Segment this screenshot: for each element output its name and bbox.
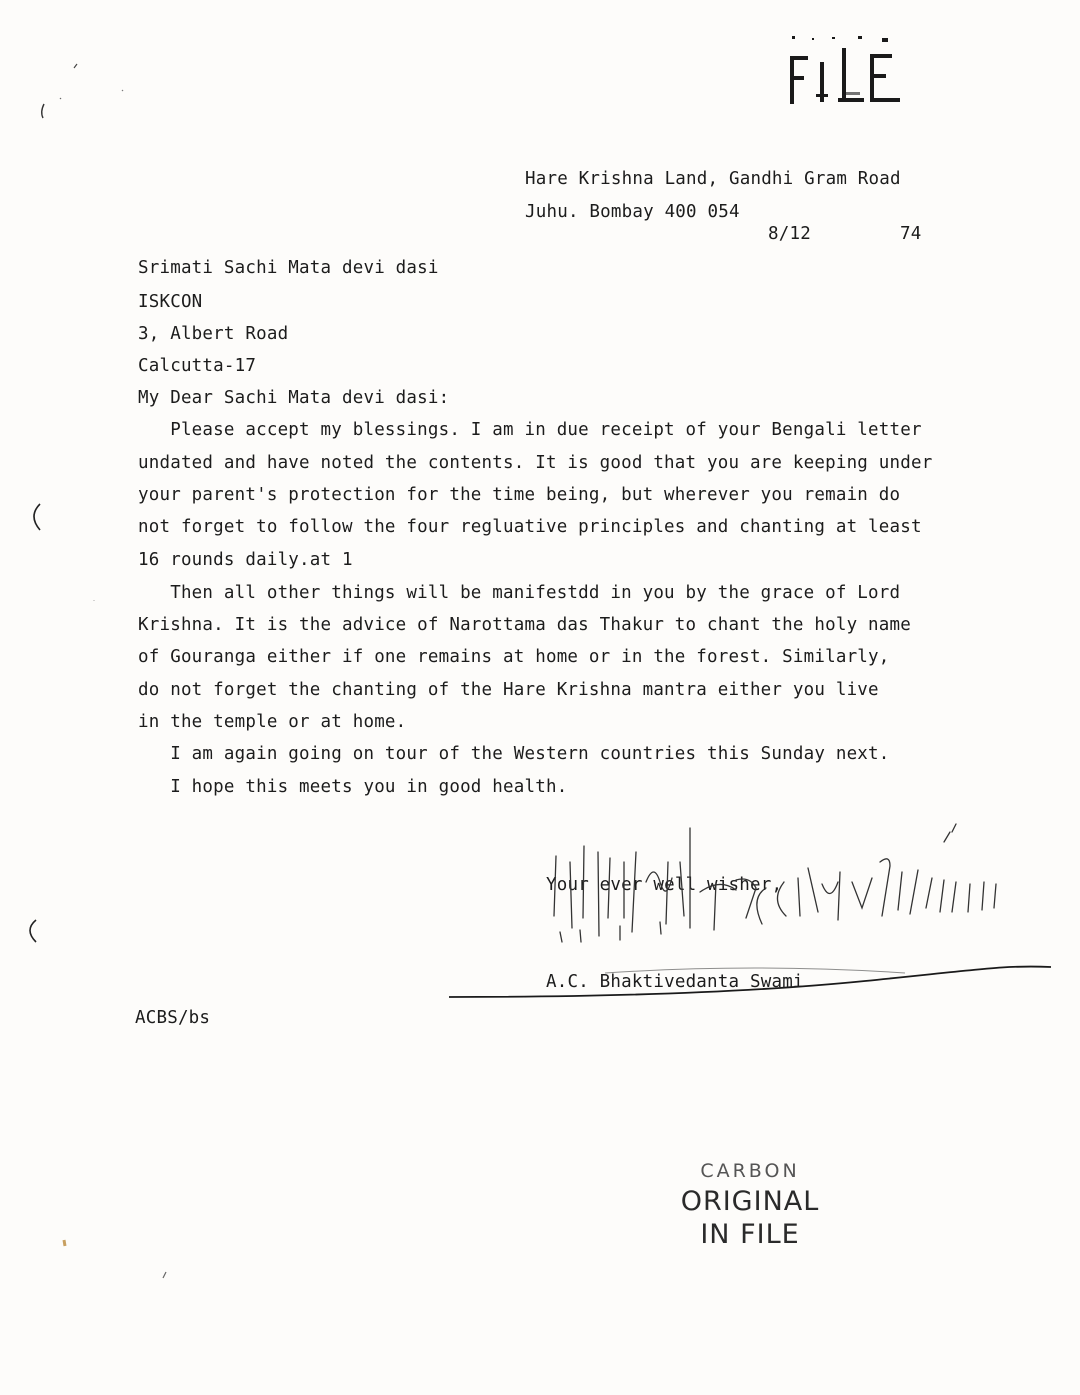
date-year: 74 bbox=[900, 224, 922, 244]
salutation: My Dear Sachi Mata devi dasi: bbox=[138, 388, 450, 408]
file-stamp bbox=[782, 34, 906, 108]
body-line: do not forget the chanting of the Hare Krishna mantra either you live bbox=[138, 680, 879, 700]
carbon-stamp-line-1: CARBON bbox=[700, 1160, 800, 1182]
carbon-stamp-line-3: IN FILE bbox=[700, 1219, 800, 1250]
body-line: of Gouranga either if one remains at home or in the forest. Similarly, bbox=[138, 647, 890, 667]
body-line: 16 rounds daily.at 1 bbox=[138, 550, 353, 570]
addressee-name: Srimati Sachi Mata devi dasi bbox=[138, 258, 439, 278]
carbon-stamp-line-2: ORIGINAL bbox=[680, 1186, 820, 1217]
letterhead-line-1: Hare Krishna Land, Gandhi Gram Road bbox=[525, 169, 901, 189]
body-line: Krishna. It is the advice of Narottama das Thakur to chant the holy name bbox=[138, 615, 911, 635]
addressee-city: Calcutta-17 bbox=[138, 356, 257, 376]
body-line: not forget to follow the four regluative principles and chanting at least bbox=[138, 517, 922, 537]
body-line: I hope this meets you in good health. bbox=[138, 777, 568, 797]
typist-initials: ACBS/bs bbox=[135, 1008, 211, 1028]
body-line: Then all other things will be manifestdd in you by the grace of Lord bbox=[138, 583, 901, 603]
date-day-month: 8/12 bbox=[768, 224, 811, 244]
addressee-street: 3, Albert Road bbox=[138, 324, 289, 344]
body-line: your parent's protection for the time being, but wherever you remain do bbox=[138, 485, 901, 505]
body-line: undated and have noted the contents. It is good that you are keeping under bbox=[138, 453, 933, 473]
signer-name: A.C. Bhaktivedanta Swami bbox=[546, 972, 804, 992]
letterhead-line-2: Juhu. Bombay 400 054 bbox=[525, 202, 740, 222]
body-line: in the temple or at home. bbox=[138, 712, 407, 732]
body-line: I am again going on tour of the Western countries this Sunday next. bbox=[138, 744, 890, 764]
handwritten-signature bbox=[540, 822, 1020, 962]
carbon-stamp bbox=[670, 1160, 830, 1250]
body-line: Please accept my blessings. I am in due receipt of your Bengali letter bbox=[138, 420, 922, 440]
addressee-org: ISKCON bbox=[138, 292, 203, 312]
closing: Your ever well wisher, bbox=[546, 875, 783, 895]
